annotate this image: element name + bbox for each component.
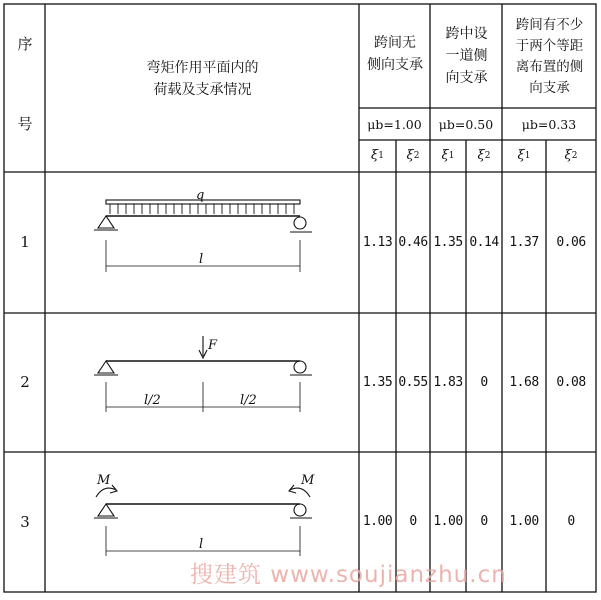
site-watermark: 搜建筑 www.soujianzhu.cn <box>190 562 507 588</box>
col-header-multi-support: 跨间有不少 于两个等距 离布置的侧 向支承 <box>515 17 584 96</box>
value-cell: 1.35 <box>433 234 463 250</box>
value-cell: 0.08 <box>556 374 586 390</box>
xi2-header: ξ 2 <box>477 148 491 164</box>
value-cell: 0.06 <box>556 234 586 250</box>
value-cell: 1.35 <box>362 374 393 390</box>
load-case-header: 弯矩作用平面内的 荷载及支承情况 <box>146 60 259 98</box>
diagram-point-load <box>94 336 312 412</box>
value-cell: 0.46 <box>398 234 428 250</box>
value-cell: 1.83 <box>433 374 463 390</box>
value-cell: 1.00 <box>509 514 539 530</box>
value-cell: 0 <box>409 514 417 530</box>
value-cell: 1.37 <box>509 234 539 250</box>
value-cell: 1.13 <box>362 234 393 250</box>
col-header-one-mid-support: 跨中设 一道侧 向支承 <box>445 26 488 86</box>
point-load-label: F <box>208 338 218 353</box>
mu-no-support: μb=1.00 <box>367 116 422 132</box>
xi1-header: ξ 1 <box>441 148 455 164</box>
row-number: 1 <box>20 233 30 252</box>
moment-right-label: M <box>301 473 315 488</box>
moment-left-label: M <box>97 473 111 488</box>
value-cell: 0 <box>480 374 488 390</box>
value-cell: 0 <box>567 514 575 530</box>
xi1-header: ξ 1 <box>517 148 531 164</box>
xi1-header: ξ 1 <box>371 148 384 164</box>
uniform-load-label: q <box>196 188 205 203</box>
xi2-header: ξ 2 <box>406 148 420 164</box>
row-number: 2 <box>20 373 30 392</box>
index-header-top: 序 <box>17 35 33 54</box>
xi2-header: ξ 2 <box>564 148 578 164</box>
value-cell: 0.14 <box>469 234 499 250</box>
row-number: 3 <box>20 512 30 531</box>
half-span-right-label: l/2 <box>240 393 257 408</box>
mu-multi-support: μb=0.33 <box>521 116 577 132</box>
span-label-3: l <box>199 537 204 552</box>
value-cell: 0.55 <box>398 374 428 390</box>
half-span-left-label: l/2 <box>144 393 161 408</box>
mu-one-mid-support: μb=0.50 <box>438 116 494 132</box>
value-cell: 0 <box>480 514 488 530</box>
value-cell: 1.00 <box>433 514 463 530</box>
span-label-1: l <box>199 252 204 267</box>
value-cell: 1.68 <box>509 374 539 390</box>
value-cell: 1.00 <box>362 514 393 530</box>
index-header-bottom: 号 <box>17 115 33 134</box>
col-header-no-support: 跨间无 侧向支承 <box>367 35 423 73</box>
